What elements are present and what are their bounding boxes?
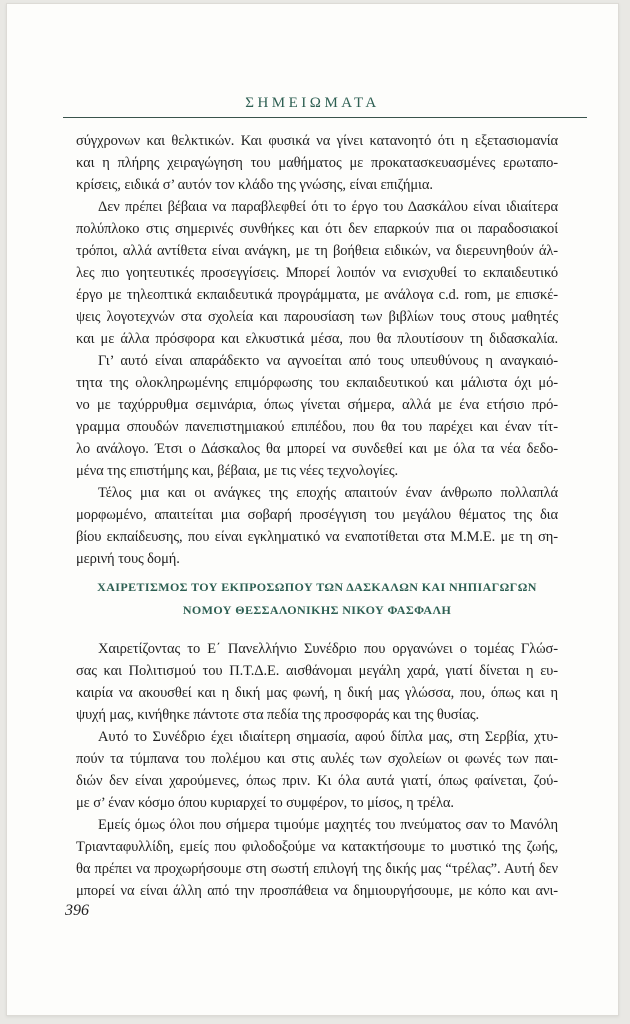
book-page: [6, 3, 619, 1016]
text-column: [76, 130, 558, 902]
paragraph: Χαιρετίζοντας το Ε΄ Πανελλήνιο Συνέδριο που οργανώνει ο τομέας Γλώσ- σας και Πολιτισμού του Π.Τ.Δ.Ε. αισθάνομαι μεγάλη χαρά, γιατί δίνεται η ευ- καιρία να ακουσθεί και η δική μας φωνή, η δική μας γλώσσα, που, όπως και η ψυχή μας, κινήθηκε πάντοτε στα πεδία της προσφοράς και της θυσίας.: [76, 641, 558, 723]
paragraph: σύγχρονων και θελκτικών. Και φυσικά να γίνει κατανοητό ότι η εξετασιομανία και η πλήρης χειραγώγηση του μαθήματος με προκατασκευασμένες ερωταπο- κρίσεις, ειδικά σ’ αυτόν τον κλάδο της γνώσης, είναι επιζήμια.: [76, 133, 558, 193]
section-heading-line1: ΧΑΙΡΕΤΙΣΜΟΣ ΤΟΥ ΕΚΠΡΟΣΩΠΟΥ ΤΩΝ ΔΑΣΚΑΛΩΝ ΚΑΙ ΝΗΠΙΑΓΩΓΩΝ: [97, 580, 537, 594]
paragraph: Δεν πρέπει βέβαια να παραβλεφθεί ότι το έργο του Δασκάλου είναι ιδιαίτερα πολύπλοκο στις σημερινές συνθήκες και ότι δεν επαρκούν πια οι παραδοσιακοί τρόποι, αλλά αντίθετα είναι ανάγκη, με τη βοήθεια ειδικών, να διερευνηθούν άλ- λες πιο γοητευτικές προσεγγίσεις. Μπορεί λοιπόν να ενισχυθεί το εκπαιδευτικό έργο με τηλεοπτικά εκπαιδευτικά προγράμματα, με ανάλογα c.d. rom, με επισκέ- ψεις λογοτεχνών στα σχολεία και παρουσίαση των βιβλίων τους στους μαθητές και με άλλα πρόσφορα και ελκυστικά μέσα, που θα πλουτίσουν τη διδασκαλία.: [76, 199, 558, 347]
paragraph: Τέλος μια και οι ανάγκες της εποχής απαιτούν έναν άνθρωπο πολλαπλά μορφωμένο, απαιτείται μια σοβαρή προσέγγιση του μεγάλου θέματος της δια βίου εκπαίδευσης, που είναι εγκληματικό να εναποτίθεται στα Μ.Μ.Ε. με τη ση- μερινή τους δομή.: [76, 485, 558, 567]
paragraph: Αυτό το Συνέδριο έχει ιδιαίτερη σημασία, αφού δίπλα μας, στη Σερβία, χτυ- πούν τα τύμπανα του πολέμου και στις αυλές των σχολείων οι φωνές των παι- διών δεν είναι χαρούμενες, όπως πριν. Κι όλα αυτά γιατί, όπως φαίνεται, ζού- με σ’ έναν κόσμο όπου κυριαρχεί το συμφέρον, το μίσος, η τρέλα.: [76, 729, 558, 811]
page-number: 396: [65, 902, 89, 919]
running-header: ΣΗΜΕΙΩΜΑΤΑ: [245, 95, 380, 111]
paragraph: Εμείς όμως όλοι που σήμερα τιμούμε μαχητές του πνεύματος σαν το Μανόλη Τριανταφυλλίδη, εμείς που φιλοδοξούμε να κατακτήσουμε το μυστικό της ζωής, θα πρέπει να προχωρήσουμε στη σωστή επιλογή της δικής μας “τρέλας”. Αυτή δεν μπορεί να είναι άλλη από την προσπάθεια να δημιουργήσουμε, με κόπο και ανι-: [76, 817, 558, 899]
paragraph: Γι’ αυτό είναι απαράδεκτο να αγνοείται από τους υπευθύνους η αναγκαιό- τητα της ολοκληρωμένης επιμόρφωσης του εκπαιδευτικού και μάλιστα όχι μό- νο με ταχύρρυθμα σεμινάρια, όπως γίνεται σήμερα, αλλά με ένα ετήσιο πρό- γραμμα σπουδών πανεπιστημιακού επιπέδου, που θα του παρέχει και έναν τίτ- λο ανάλογο. Έτσι ο Δάσκαλος θα μπορεί να συνδεθεί και με όλα τα νέα δεδο- μένα της επιστήμης και, βέβαια, με τις νέες τεχνολογίες.: [76, 353, 558, 479]
section-heading: [76, 576, 558, 622]
header-rule: [63, 117, 587, 118]
section-heading-line2: ΝΟΜΟΥ ΘΕΣΣΑΛΟΝΙΚΗΣ ΝΙΚΟΥ ΦΑΣΦΑΛΗ: [182, 603, 452, 617]
